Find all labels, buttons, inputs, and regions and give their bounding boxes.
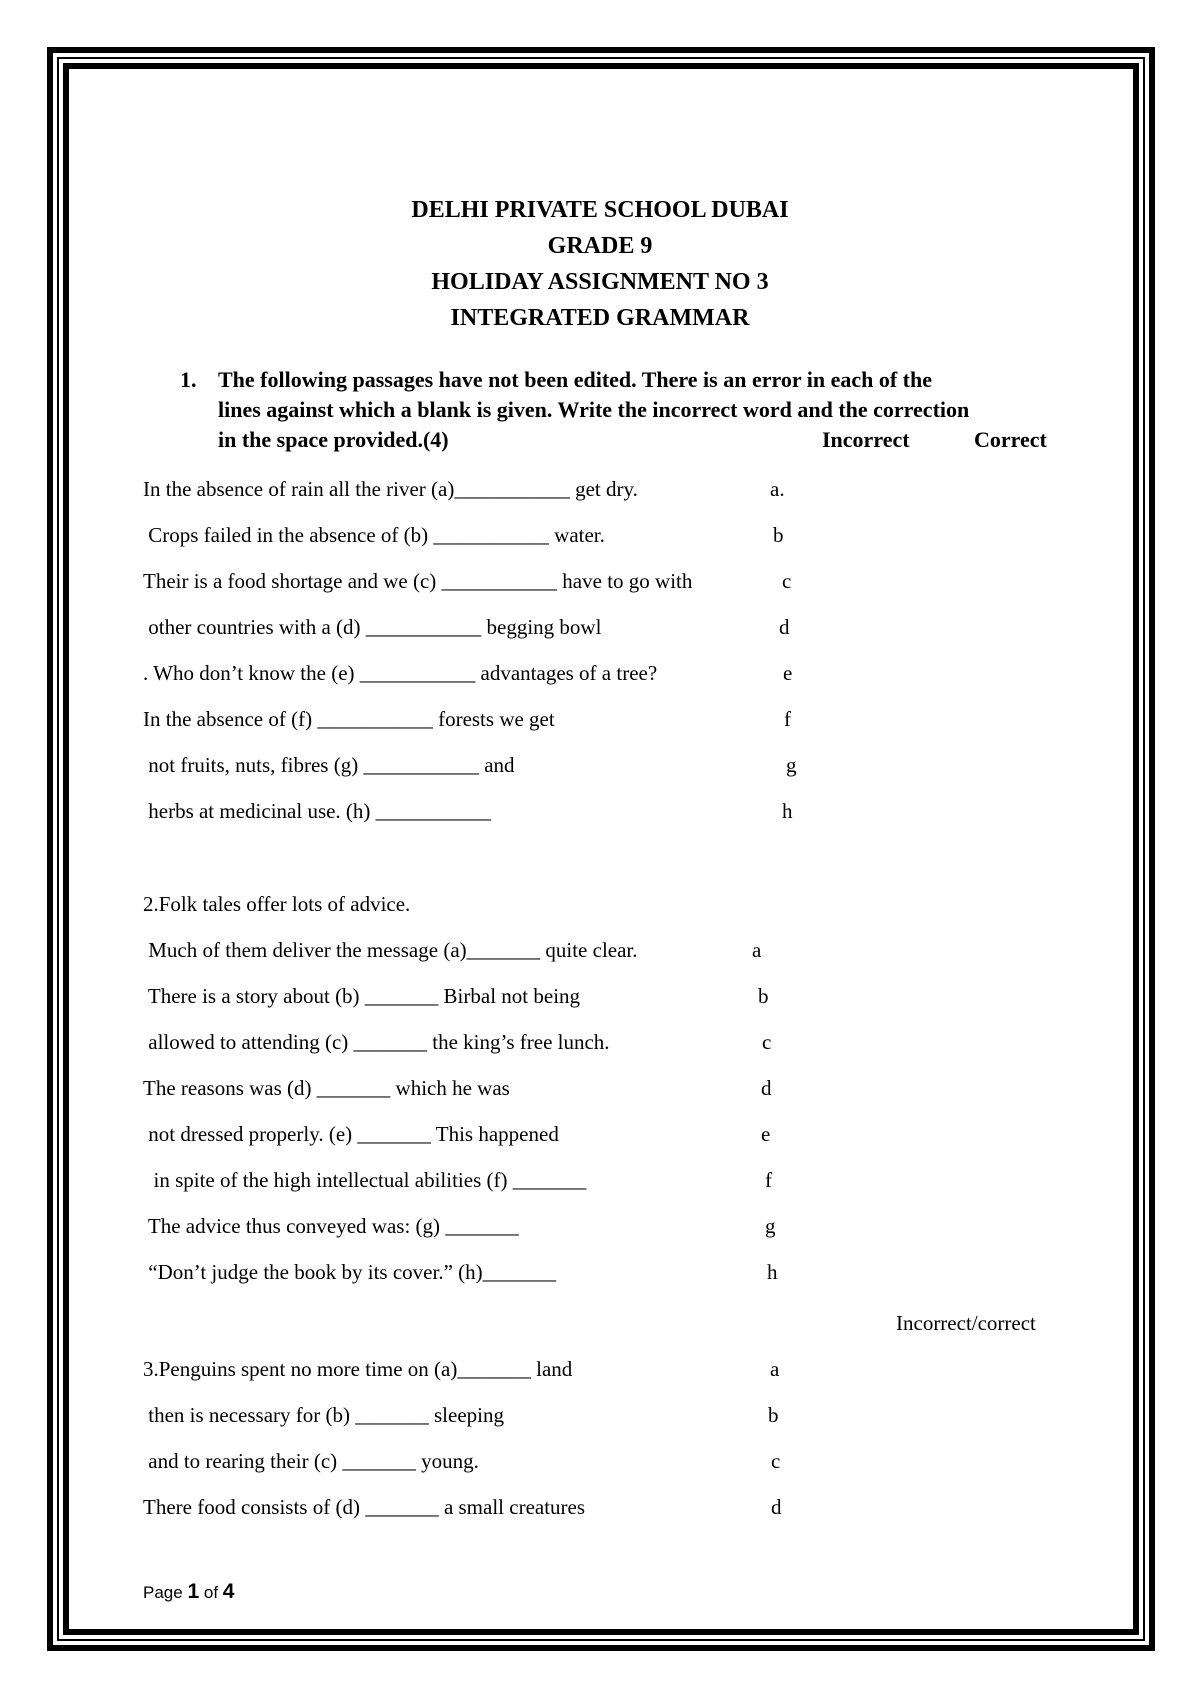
answer-letter: c [762,1030,772,1054]
school-name: DELHI PRIVATE SCHOOL DUBAI [411,197,789,223]
page-word: Page [143,1583,183,1602]
answer-letter: a [752,938,762,962]
instruction-text [218,365,1058,455]
answer-letter: b [768,1403,779,1427]
passage-line: other countries with a (d) ___________ begging bowl [143,615,602,639]
passage-line: Crops failed in the absence of (b) ___________ water. [143,523,605,547]
answer-letter: h [767,1260,778,1284]
answer-letter: f [784,707,791,731]
passage-line: The reasons was (d) _______ which he was [143,1076,510,1100]
instruction-line: The following passages have not been edited. There is an error in each of the [218,367,932,392]
answer-letter: h [782,799,793,823]
passage-line: 2.Folk tales offer lots of advice. [143,892,411,916]
answer-letter: d [771,1495,782,1519]
answer-letter: d [779,615,790,639]
instruction-line: lines against which a blank is given. Write the incorrect word and the correction [218,397,970,422]
passage-line: . Who don’t know the (e) ___________ advantages of a tree? [143,661,658,685]
answer-letter: c [771,1449,781,1473]
passage-line: Much of them deliver the message (a)_______ quite clear. [143,938,638,962]
passage-line: then is necessary for (b) _______ sleeping [143,1403,504,1427]
grade-title: GRADE 9 [547,233,653,259]
answer-letter: d [761,1076,772,1100]
passage-line: In the absence of (f) ___________ forests we get [143,707,555,731]
assignment-title: HOLIDAY ASSIGNMENT NO 3 [431,269,769,295]
answer-letter: a. [770,477,785,501]
subject-title: INTEGRATED GRAMMAR [450,305,750,331]
answer-letter: e [761,1122,771,1146]
passage-line: In the absence of rain all the river (a)___________ get dry. [143,477,638,501]
current-page: 1 [187,1580,200,1603]
column-header-incorrect: Incorrect [822,427,910,452]
question-number: 1. [180,367,197,392]
instruction-line: in the space provided.(4) [218,427,449,452]
answer-letter: a [770,1357,780,1381]
column-header-correct: Correct [974,427,1047,452]
passage-line: There is a story about (b) _______ Birbal not being [143,984,581,1008]
passage-line: allowed to attending (c) _______ the king’s free lunch. [143,1030,610,1054]
passage-line: in spite of the high intellectual abilities (f) _______ [143,1168,587,1192]
answer-letter: b [773,523,784,547]
answer-letter: b [758,984,769,1008]
answer-letter: g [786,753,797,777]
passage-line: “Don’t judge the book by its cover.” (h)_______ [143,1260,557,1284]
passage-line: The advice thus conveyed was: (g) _______ [143,1214,519,1238]
column-header-incorrect-correct: Incorrect/correct [896,1311,1036,1335]
passage-line: not dressed properly. (e) _______ This happened [143,1122,559,1146]
answer-letter: c [782,569,792,593]
passage-line: not fruits, nuts, fibres (g) ___________ and [143,753,515,777]
of-word: of [203,1583,219,1602]
answer-letter: g [765,1214,776,1238]
passage-line: herbs at medicinal use. (h) ___________ [143,799,492,823]
passage-line: There food consists of (d) _______ a small creatures [143,1495,586,1519]
page-number [143,1580,234,1604]
answer-letter: f [765,1168,772,1192]
passage-line: Their is a food shortage and we (c) ___________ have to go with [143,569,693,593]
answer-letter: e [783,661,793,685]
passage-line: and to rearing their (c) _______ young. [143,1449,479,1473]
passage-line: 3.Penguins spent no more time on (a)_______ land [143,1357,573,1381]
document-header [0,192,1200,336]
total-pages: 4 [222,1580,235,1603]
